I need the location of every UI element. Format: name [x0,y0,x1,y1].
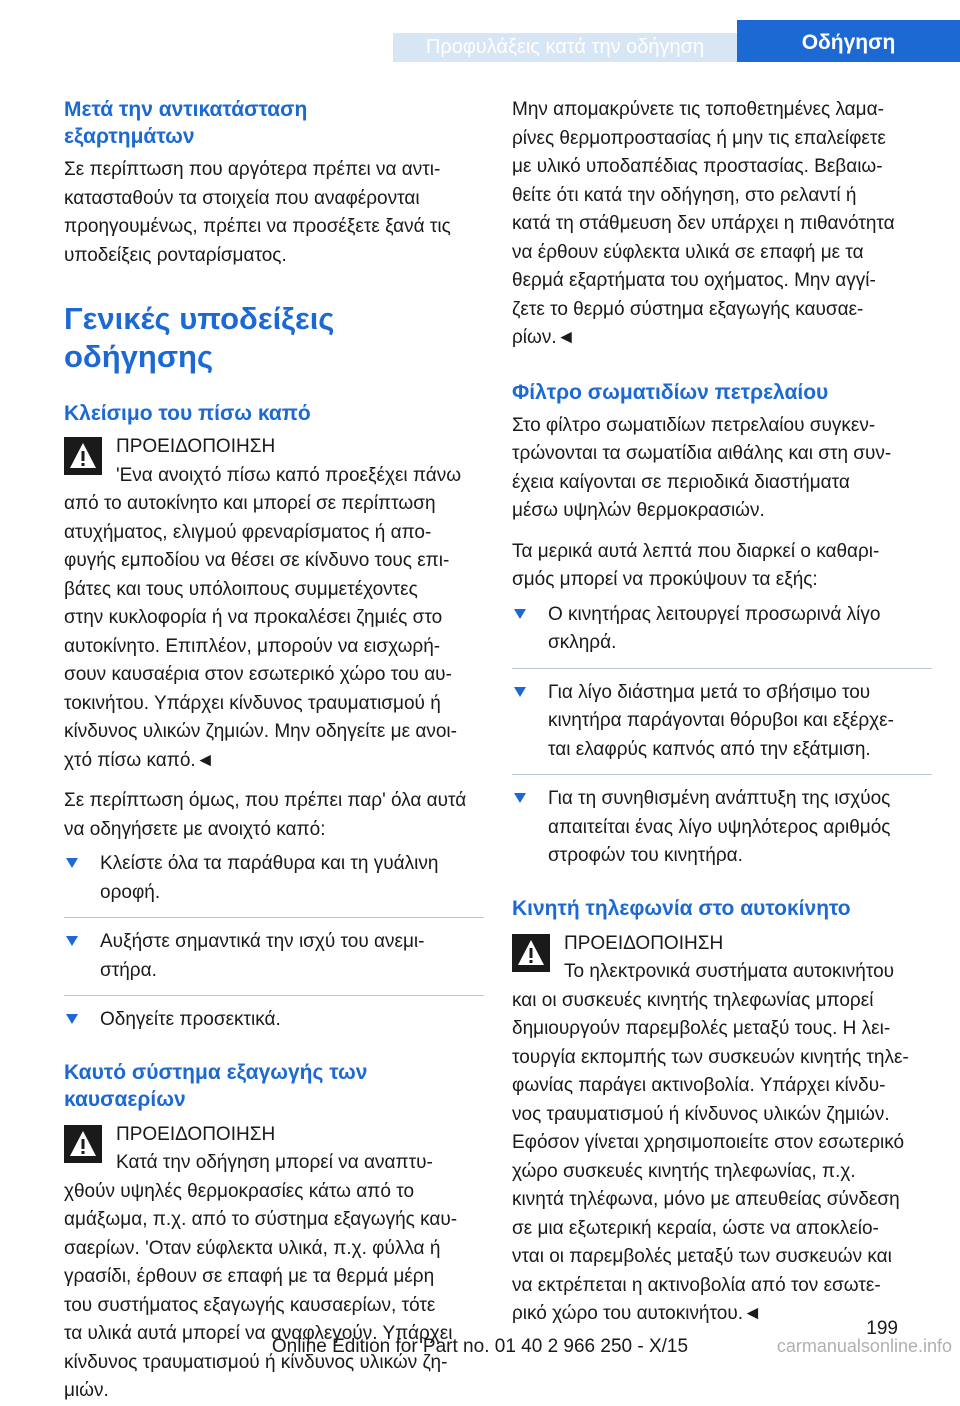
tailgate-bullets [64,850,484,1035]
dpf-title: Φίλτρο σωματιδίων πετρελαίου [512,380,829,404]
warning-triangle-icon [64,437,102,475]
dpf-bullets [512,601,932,871]
warning-triangle-icon [64,1125,102,1163]
chapter-tab: Οδήγηση [737,20,960,62]
tailgate-warning: ΠΡΟΕΙΔΟΠΟΙΗΣΗ 'Ενα ανοιχτό πίσω καπό προεξέχει πάνω από το αυτοκίνητο και μπορεί σε περίπτωση ατυχήματος, ελιγμού φρεναρίσματος ή απο- φυγής εμποδίου να θέσει σε κίνδυνο τους επι- βάτες και τους υπόλοιπους συμμετέχοντες στην κυκλοφορία ή να προκαλέσει ζημιές στο αυτοκίνητο. Επιπλέον, μπορούν να εισχωρή- σουν καυσαέρια στον εσωτερικό χώρο του αυ- τοκινήτου. Υπάρχει κίνδυνος τραυματισμού ή κίνδυνος υλικών ζημιών. Μην οδηγείτε με ανοι- χτό πίσω καπό.◄ [64,433,484,775]
watermark-text: carmanualsonline.info [776,1336,952,1356]
bullet-triangle-icon [66,1014,78,1024]
list-item: Για λίγο διάστημα μετά το σβήσιμο του κινητήρα παράγονται θόρυβοι και εξέρχε- ται ελαφρύς καπνός από την εξάτμιση. [512,679,932,765]
bullet-triangle-icon [514,609,526,619]
edition-footer: Online Edition for Part no. 01 40 2 966 250 - X/15 [271,1336,689,1357]
general-driving-title: Γενικές υποδείξεις οδήγησης [64,301,335,374]
list-item: Κλείστε όλα τα παράθυρα και τη γυάλινη οροφή. [64,850,484,907]
after-replacement-title: Μετά την αντικατάσταση εξαρτημάτων [64,98,308,148]
right-column [512,96,932,1329]
warning-label: ΠΡΟΕΙΔΟΠΟΙΗΣΗ [564,932,724,954]
page-number: 199 [866,1318,898,1339]
phone-warning: ΠΡΟΕΙΔΟΠΟΙΗΣΗ Το ηλεκτρονικά συστήματα αυτοκινήτου και οι συσκευές κινητής τηλεφωνίας μπορεί δημιουργούν παρεμβολές μεταξύ τους. Η λει- τουργία εκπομπής των συσκευών κινητής τηλε- φωνίας παράγει ακτινοβολία. Υπάρχει κίνδυ- νος τραυματισμού ή κίνδυνος υλικών ζημιών. Εφόσον γίνεται χρησιμοποιείτε στον εσωτερικό χώρο συσκευές κινητής τηλεφωνίας, π.χ. κινητά τηλέφωνα, μόνο με απευθείας σύνδεση σε μια εξωτερική κεραία, ώστε να αποκλείο- νται οι παρεμβολές μεταξύ των συσκευών και να εκτρέπεται η ακτινοβολία από τον εσωτε- ρικό χώρο του αυτοκινήτου.◄ [512,930,932,1329]
list-item: Ο κινητήρας λειτουργεί προσωρινά λίγο σκληρά. [512,601,932,658]
exhaust-warning: ΠΡΟΕΙΔΟΠΟΙΗΣΗ Κατά την οδήγηση μπορεί να αναπτυ- χθούν υψηλές θερμοκρασίες κάτω από το αμάξωμα, π.χ. από το σύστημα εξαγωγής καυ- σαερίων. 'Οταν εύφλεκτα υλικά, π.χ. φύλλα ή γρασίδι, έρθουν σε επαφή με τα θερμά μέρη του συστήματος εξαγωγής καυσαερίων, τότε τα υλικά αυτά μπορεί να αναφλεγούν. Υπάρχει κίνδυνος τραυματισμού ή κίνδυνος υλικών ζη- μιών. [64,1121,484,1406]
bullet-triangle-icon [66,936,78,946]
dpf-paragraph-1: Στο φίλτρο σωματιδίων πετρελαίου συγκεν- τρώνονται τα σωματίδια αιθάλης και στη συν- έχεια καίγονται σε περιοδικά διαστήματα μέσω υψηλών θερμοκρασιών. [512,414,892,521]
phone-title: Κινητή τηλεφωνία στο αυτοκίνητο [512,896,851,920]
exhaust-title: Καυτό σύστημα εξαγωγής των καυσαερίων [64,1060,368,1111]
exhaust-continued: Μην απομακρύνετε τις τοποθετημένες λαμα- ρίνες θερμοπροστασίας ή μην τις επαλείφετε με υλικό υποδαπέδιας προστασίας. Βεβαιω- θείτε ότι κατά την οδήγηση, στο ρελαντί ή κατά τη στάθμευση δεν υπάρχει η πιθανότητα να έρθουν εύφλεκτα υλικά σε επαφή με τα θερμά εξαρτήματα του οχήματος. Μην αγγί- ζετε το θερμό σύστημα εξαγωγής καυσαε- ρίων.◄ [512,99,895,348]
dpf-paragraph-2: Τα μερικά αυτά λεπτά που διαρκεί ο καθαρι- σμός μπορεί να προκύψουν τα εξής: [512,540,880,590]
warning-label: ΠΡΟΕΙΔΟΠΟΙΗΣΗ [116,1123,276,1145]
tailgate-title: Κλείσιμο του πίσω καπό [64,402,311,425]
section-tab: Προφυλάξεις κατά την οδήγηση [393,33,737,62]
list-item: Οδηγείτε προσεκτικά. [64,1006,484,1035]
bullet-triangle-icon [514,793,526,803]
after-replacement-text: Σε περίπτωση που αργότερα πρέπει να αντι- κατασταθούν τα στοιχεία που αναφέρονται προηγουμένως, πρέπει να προσέξετε ξανά τις υποδείξεις ρονταρίσματος. [64,159,451,266]
list-item: Για τη συνηθισμένη ανάπτυξη της ισχύος απαιτείται ένας λίγο υψηλότερος αριθμός στροφών του κινητήρα. [512,785,932,871]
left-column [64,96,484,1406]
tailgate-paragraph: Σε περίπτωση όμως, που πρέπει παρ' όλα αυτά να οδηγήσετε με ανοιχτό καπό: [64,790,467,840]
bullet-triangle-icon [514,687,526,697]
bullet-triangle-icon [66,858,78,868]
page-header [0,0,960,62]
list-item: Αυξήστε σημαντικά την ισχύ του ανεμι- στήρα. [64,928,484,985]
warning-label: ΠΡΟΕΙΔΟΠΟΙΗΣΗ [116,436,276,457]
warning-triangle-icon [512,934,550,972]
